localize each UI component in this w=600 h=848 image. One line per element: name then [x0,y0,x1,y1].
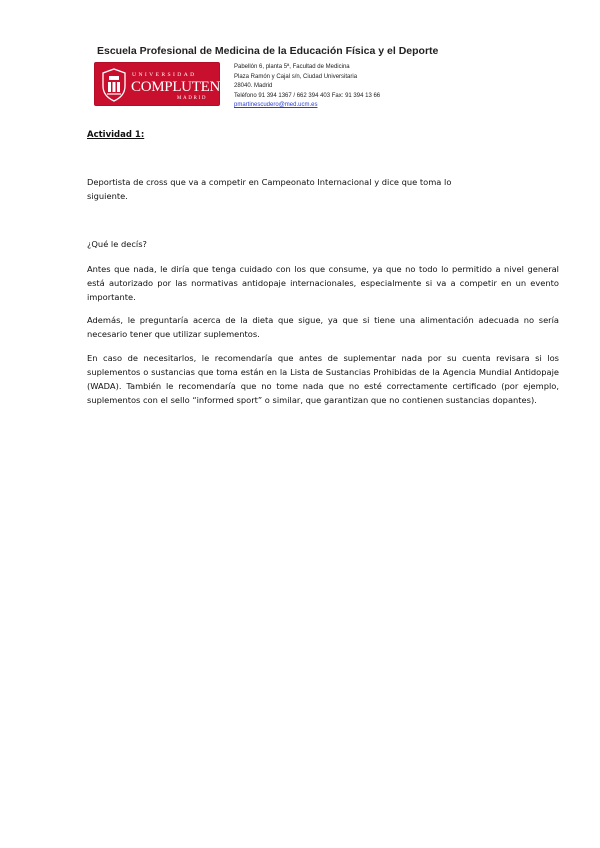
address-line: Plaza Ramón y Cajal s/n, Ciudad Universitaria [234,73,358,80]
logo-complutense-text: COMPLUTENSE [131,79,237,95]
answer-paragraph: En caso de necesitarlos, le recomendaría que antes de suplementar nada por su cuenta revisara si los suplementos o sustancias que toma están en la Lista de Sustancias Prohibidas de la Agencia Mundial Antidopaje (WADA). También le recomendaría que no tome nada que no esté correctamente certificado (por ejemplo, suplementos con el sello “informed sport” o similar, que garantizan que no contienen sustancias dopantes). [87,353,559,405]
logo-university-text: UNIVERSIDAD [132,72,197,78]
logo-madrid-text: MADRID [177,96,208,101]
complutense-logo [94,62,237,106]
email-link[interactable]: pmartinescudero@med.ucm.es [234,102,318,109]
address-line: 28040. Madrid [234,83,273,90]
answer-paragraph: Antes que nada, le diría que tenga cuidado con los que consume, ya que no todo lo permitido a nivel general está autorizado por las normativas antidopaje internacionales, especialmente si va a competir en un evento importante. [87,264,559,302]
phone-fax-line: Teléfono 91 394 1367 / 662 394 403 Fax: 91 394 13 66 [234,92,381,99]
address-line: Pabellón 6, planta 5ª, Facultad de Medicina [234,64,350,70]
contact-address [234,63,474,111]
school-title: Escuela Profesional de Medicina de la Educación Física y el Deporte [97,45,439,57]
question-heading: ¿Qué le decís? [87,239,147,249]
activity-prompt: Deportista de cross que va a competir en Campeonato Internacional y dice que toma lo siguiente. [87,177,452,201]
activity-heading: Actividad 1: [87,130,145,140]
answer-paragraph: Además, le preguntaría acerca de la dieta que sigue, ya que si tiene una alimentación adecuada no sería necesario tener que utilizar suplementos. [87,315,559,339]
university-crest-icon [101,68,127,102]
